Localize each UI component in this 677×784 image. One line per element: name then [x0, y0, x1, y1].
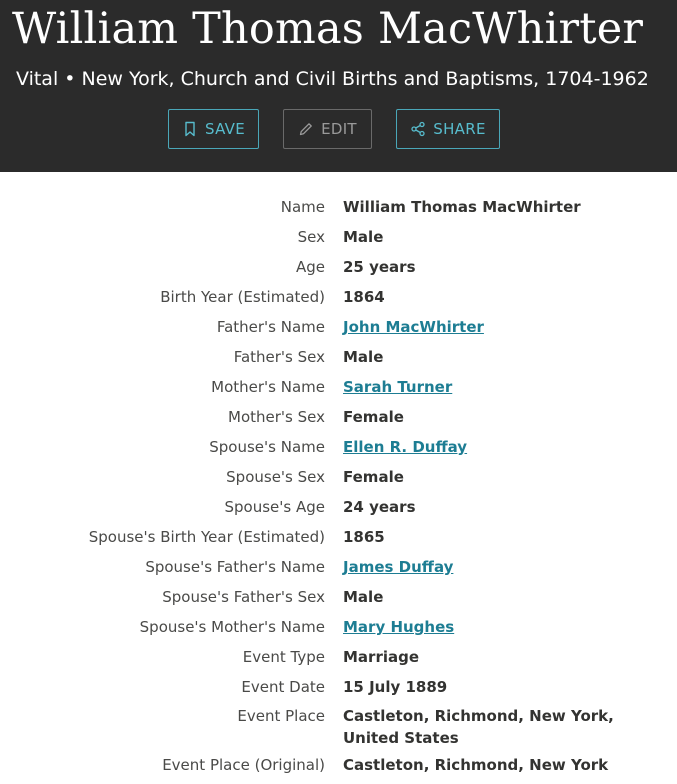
field-label: Spouse's Mother's Name: [139, 618, 325, 636]
collection-subtitle: Vital • New York, Church and Civil Births and Baptisms, 1704-1962: [16, 68, 649, 90]
edit-button[interactable]: [283, 109, 372, 149]
field-value: 15 July 1889: [343, 678, 448, 696]
field-value: [343, 376, 663, 398]
field-label: Age: [295, 258, 325, 276]
field-value: Female: [343, 468, 404, 486]
field-label: Event Date: [241, 678, 325, 696]
field-label: Spouse's Birth Year (Estimated): [88, 528, 325, 546]
field-value: [343, 316, 663, 338]
field-value: Male: [343, 228, 384, 246]
field-label: Name: [280, 198, 325, 216]
field-value: William Thomas MacWhirter: [343, 198, 581, 216]
field-label: Birth Year (Estimated): [160, 288, 325, 306]
person-link[interactable]: James Duffay: [343, 558, 454, 576]
bookmark-icon: [182, 121, 198, 137]
person-link[interactable]: Ellen R. Duffay: [343, 438, 468, 456]
field-label: Mother's Name: [211, 378, 325, 396]
save-button[interactable]: [168, 109, 259, 149]
person-link[interactable]: John MacWhirter: [343, 318, 484, 336]
share-button[interactable]: [396, 109, 500, 149]
field-value: Female: [343, 408, 404, 426]
field-value: Castleton, Richmond, New York, United States: [343, 707, 614, 747]
field-label: Event Place (Original): [162, 756, 325, 774]
person-link[interactable]: Sarah Turner: [343, 378, 453, 396]
field-label: Spouse's Name: [209, 438, 325, 456]
field-label: Father's Name: [216, 318, 325, 336]
field-value: [343, 616, 663, 638]
field-label: Spouse's Sex: [226, 468, 325, 486]
field-value: [343, 556, 663, 578]
field-value: Male: [343, 348, 384, 366]
field-value: 1864: [343, 288, 385, 306]
field-value: Castleton, Richmond, New York: [343, 756, 609, 774]
field-value: 25 years: [343, 258, 416, 276]
field-value: Marriage: [343, 648, 420, 666]
record-header: [0, 0, 677, 172]
share-button-label: SHARE: [433, 120, 486, 138]
page-title: William Thomas MacWhirter: [12, 4, 644, 54]
person-link[interactable]: Mary Hughes: [343, 618, 455, 636]
field-value: [343, 436, 663, 458]
field-label: Sex: [297, 228, 325, 246]
field-label: Event Place: [237, 707, 325, 725]
save-button-label: SAVE: [204, 120, 246, 138]
field-value: Male: [343, 588, 384, 606]
share-icon: [410, 121, 426, 137]
field-label: Event Type: [242, 648, 325, 666]
edit-button-label: EDIT: [321, 120, 357, 138]
field-label: Mother's Sex: [228, 408, 325, 426]
field-label: Spouse's Age: [224, 498, 325, 516]
field-label: Spouse's Father's Name: [145, 558, 325, 576]
pencil-icon: [298, 121, 314, 137]
field-value: 1865: [343, 528, 385, 546]
field-label: Spouse's Father's Sex: [162, 588, 325, 606]
field-label: Father's Sex: [233, 348, 325, 366]
field-value: 24 years: [343, 498, 416, 516]
